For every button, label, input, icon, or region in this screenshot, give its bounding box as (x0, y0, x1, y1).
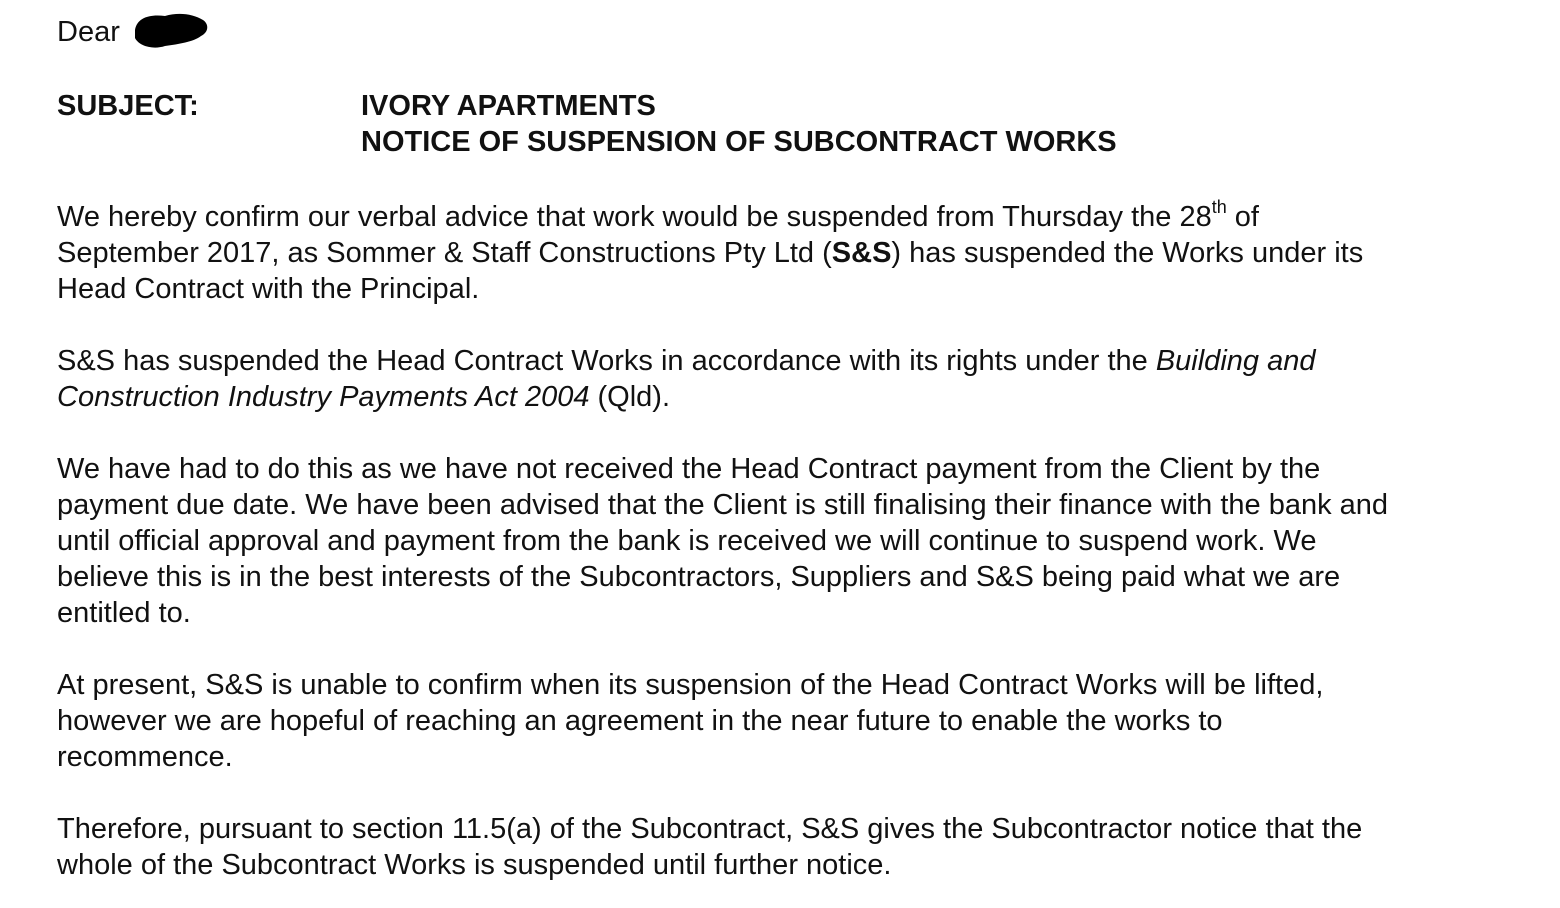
paragraph-line: believe this is in the best interests of the Subcontractors, Suppliers and S&S being paid what we are (57, 561, 1341, 593)
paragraph-line (57, 379, 1527, 415)
subject-lines (361, 88, 1117, 160)
paragraph-line: We have had to do this as we have not received the Head Contract payment from the Client by the (57, 453, 1321, 485)
text-run: (Qld). (589, 381, 671, 413)
defined-term: S&S (831, 237, 892, 269)
paragraph-notice (57, 811, 1527, 883)
ordinal-suffix: th (1211, 197, 1227, 217)
paragraph-line: recommence. (57, 741, 233, 773)
paragraph-line: Therefore, pursuant to section 11.5(a) of the Subcontract, S&S gives the Subcontractor notice that the (57, 813, 1363, 845)
act-title: Construction Industry Payments Act 2004 (57, 381, 590, 413)
paragraph-line: At present, S&S is unable to confirm when its suspension of the Head Contract Works will be lifted, (57, 669, 1324, 701)
paragraph-confirmation (57, 199, 1527, 307)
salutation (57, 14, 120, 50)
text-run: of (1226, 201, 1259, 233)
salutation-text: Dear (57, 16, 120, 48)
subject-line-notice: NOTICE OF SUSPENSION OF SUBCONTRACT WORKS (361, 126, 1117, 158)
redaction-mark (131, 8, 209, 50)
paragraph-line: payment due date. We have been advised that the Client is still finalising their finance with the bank and (57, 489, 1389, 521)
paragraph-line: entitled to. (57, 597, 191, 629)
text-run: ) has suspended the Works under its (891, 237, 1364, 269)
paragraph-legal-basis (57, 343, 1527, 415)
paragraph-line: until official approval and payment from the bank is received we will continue to suspend work. We (57, 525, 1317, 557)
paragraph-line (57, 199, 1527, 235)
text-run: We hereby confirm our verbal advice that work would be suspended from Thursday the 28 (57, 201, 1212, 233)
paragraph-line: Head Contract with the Principal. (57, 273, 480, 305)
act-title: Building and (1155, 345, 1316, 377)
paragraph-line (57, 343, 1527, 379)
text-run: S&S has suspended the Head Contract Works in accordance with its rights under the (57, 345, 1156, 377)
subject-line-project: IVORY APARTMENTS (361, 90, 656, 122)
paragraph-status (57, 667, 1527, 775)
paragraph-line (57, 235, 1527, 271)
paragraph-line: whole of the Subcontract Works is suspended until further notice. (57, 849, 892, 881)
text-run: September 2017, as Sommer & Staff Constructions Pty Ltd ( (57, 237, 832, 269)
paragraph-line: however we are hopeful of reaching an agreement in the near future to enable the works to (57, 705, 1223, 737)
subject-label: SUBJECT: (57, 90, 199, 122)
paragraph-reason (57, 451, 1527, 631)
